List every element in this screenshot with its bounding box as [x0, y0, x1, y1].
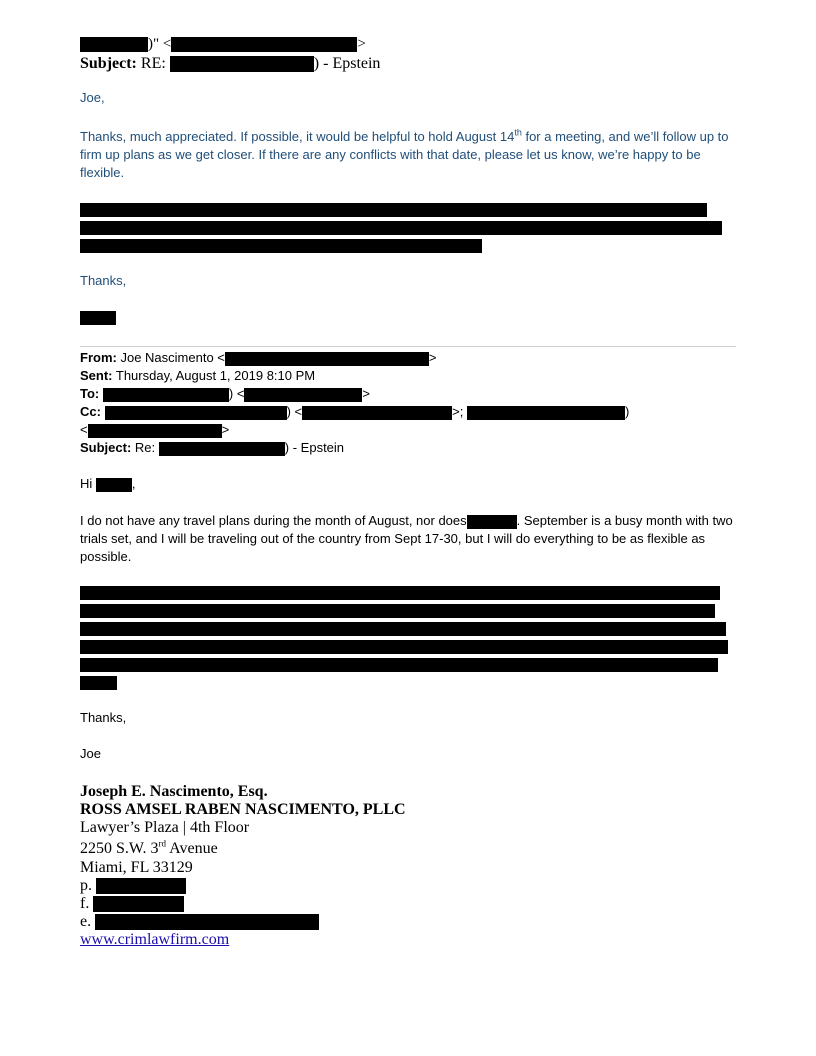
redaction: [95, 914, 319, 930]
divider: [80, 346, 736, 347]
reply-closing: Thanks,: [80, 273, 127, 288]
redaction: [96, 878, 186, 894]
prev-from-close: >: [357, 36, 366, 52]
redaction: [105, 406, 287, 420]
redaction: [170, 56, 314, 72]
redaction: [80, 658, 718, 672]
signature-address-2-text: 2250 S.W. 3: [80, 840, 159, 857]
redaction: [171, 37, 357, 52]
redaction: [302, 406, 452, 420]
orig-subject-suffix: ) - Epstein: [284, 440, 345, 455]
orig-body-text: I do not have any travel plans during the month of August, nor does: [80, 513, 467, 528]
redaction: [88, 424, 222, 438]
orig-greeting-text: Hi: [80, 476, 93, 491]
redaction: [80, 640, 728, 654]
prev-subject-label: Subject:: [80, 55, 137, 72]
signature-phone: [80, 877, 186, 895]
orig-sent-line: [80, 368, 315, 383]
orig-from-value: Joe Nascimento <: [120, 350, 225, 365]
orig-body-text-2: . September is a busy month with two trials set, and I will be traveling out of the country from Sept 17-30, but I will do everything to be as flexible as possible.: [80, 513, 733, 564]
redaction: [80, 586, 720, 600]
prev-subject-prefix: RE:: [140, 55, 166, 72]
redaction: [467, 515, 517, 529]
signature-email: [80, 913, 319, 931]
redaction: [244, 388, 362, 402]
signature-address-2-sup: rd: [158, 838, 167, 849]
orig-greeting: Hi ,: [80, 476, 136, 491]
orig-to-line: To: ) < >: [80, 386, 371, 401]
orig-sign: Joe: [80, 746, 101, 761]
prev-subject-suffix: ) - Epstein: [313, 55, 381, 72]
redaction: [80, 604, 715, 618]
redaction: [103, 388, 229, 402]
signature-fax: [80, 895, 184, 913]
redaction: [225, 352, 429, 366]
prev-from-line: [80, 36, 366, 53]
redaction: [93, 896, 184, 912]
signature-website: [80, 931, 229, 949]
orig-sent-value: Thursday, August 1, 2019 8:10 PM: [115, 368, 316, 383]
signature-address-2: [80, 840, 218, 858]
redaction: [80, 676, 117, 690]
signature-address-3: Miami, FL 33129: [80, 859, 193, 876]
orig-from-label: From:: [80, 350, 117, 365]
orig-cc-label: Cc:: [80, 404, 101, 419]
prev-from-suffix: )" <: [148, 36, 172, 52]
reply-greeting: Joe,: [80, 90, 105, 105]
redaction: [80, 203, 707, 217]
redaction: [80, 311, 116, 325]
prev-subject-line: [80, 55, 380, 73]
reply-body-text: Thanks, much appreciated. If possible, it would be helpful to hold August 14: [80, 129, 515, 144]
signature-firm: ROSS AMSEL RABEN NASCIMENTO, PLLC: [80, 801, 406, 818]
redaction: [80, 622, 726, 636]
reply-body-sup: th: [514, 127, 522, 138]
signature-address-2-text-2: Avenue: [166, 840, 218, 857]
redaction: [467, 406, 625, 420]
redaction: [80, 221, 722, 235]
orig-subject-prefix: Re:: [134, 440, 156, 455]
signature-email-label: e.: [80, 913, 92, 930]
orig-body: [80, 512, 736, 566]
orig-sent-label: Sent:: [80, 368, 113, 383]
redaction: [96, 478, 132, 492]
orig-to-label: To:: [80, 386, 100, 401]
redaction: [80, 239, 482, 253]
orig-subject-label: Subject:: [80, 440, 132, 455]
orig-subject-line: [80, 440, 344, 456]
reply-body-text-2: for a meeting, and we’ll follow up to firm up plans as we get closer. If there are any conflicts with that date, please let us know, we’re happy to be flexible.: [80, 129, 729, 180]
redaction: [80, 37, 148, 52]
signature-name: Joseph E. Nascimento, Esq.: [80, 783, 268, 800]
orig-closing: Thanks,: [80, 710, 127, 725]
redaction: [159, 442, 285, 456]
orig-from-line: From: Joe Nascimento < >: [80, 350, 437, 365]
orig-cc-line: Cc: ) < >; ): [80, 404, 630, 419]
signature-fax-label: f.: [80, 895, 90, 912]
reply-body: [80, 128, 736, 182]
website-link[interactable]: www.crimlawfirm.com: [80, 931, 230, 948]
orig-cc-line-2: < >: [80, 422, 230, 437]
signature-address-1: Lawyer’s Plaza | 4th Floor: [80, 819, 250, 836]
signature-phone-label: p.: [80, 877, 92, 894]
